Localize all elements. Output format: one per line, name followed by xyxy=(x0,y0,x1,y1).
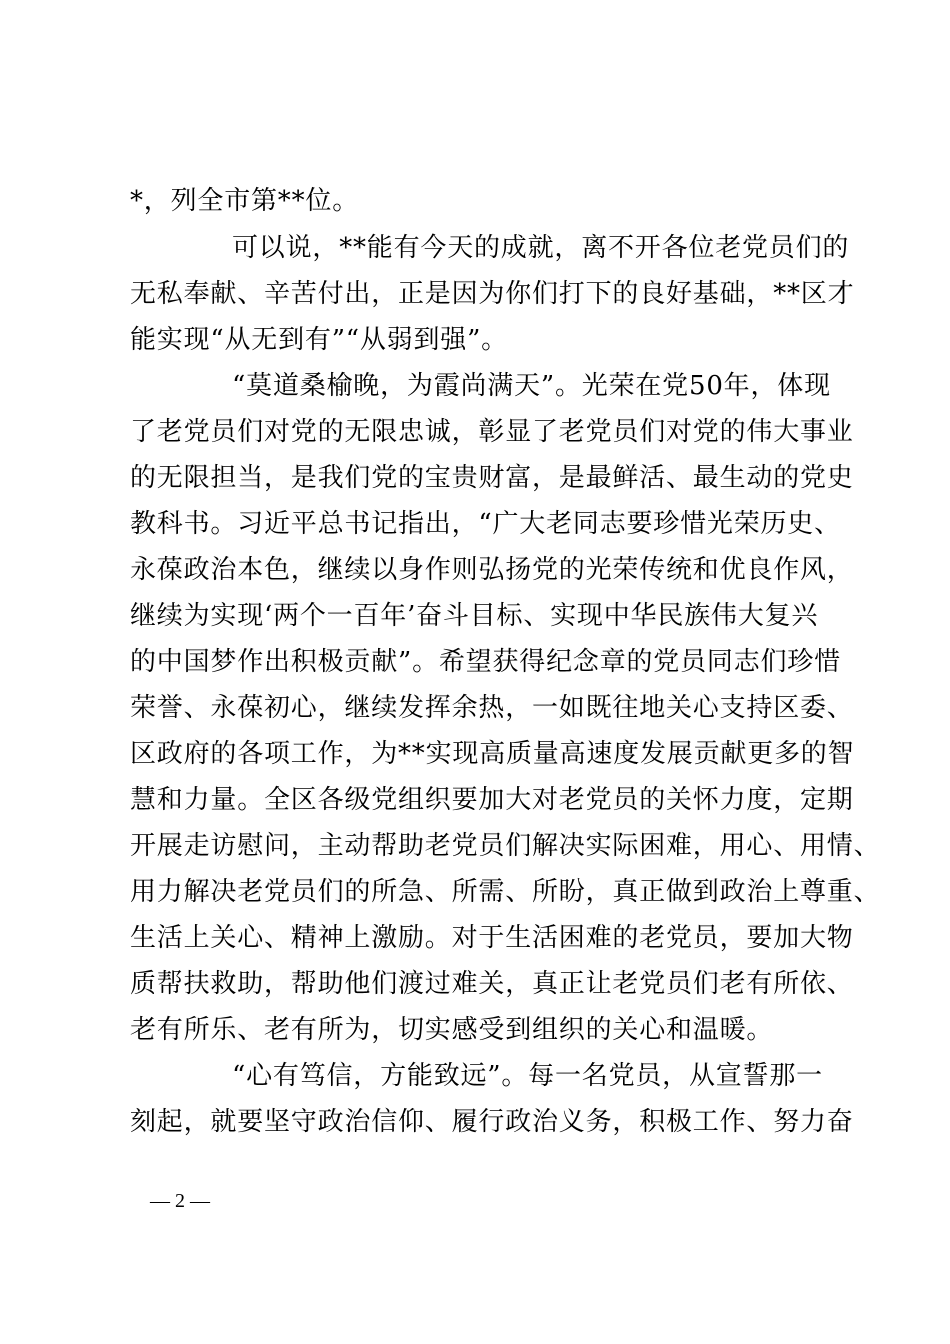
text-line: 老有所乐、老有所为，切实感受到组织的关心和温暖。 xyxy=(130,1015,774,1045)
text-line: 继续为实现‘两个一百年’奋斗目标、实现中华民族伟大复兴 xyxy=(130,601,819,631)
text-line: 的中国梦作出积极贡献”。希望获得纪念章的党员同志们珍惜 xyxy=(130,647,841,677)
paragraph-start-line: “心有笃信，方能致远”。每一名党员，从宣誓那一 xyxy=(232,1061,823,1091)
text-line: 质帮扶救助，帮助他们渡过难关，真正让老党员们老有所依、 xyxy=(130,969,854,999)
text-line: 刻起，就要坚守政治信仰、履行政治义务，积极工作、努力奋 xyxy=(130,1107,854,1137)
text-line: 用力解决老党员们的所急、所需、所盼，真正做到政治上尊重、 xyxy=(130,877,881,907)
text-line: 慧和力量。全区各级党组织要加大对老党员的关怀力度，定期 xyxy=(130,785,854,815)
text-line: 开展走访慰问，主动帮助老党员们解决实际困难，用心、用情、 xyxy=(130,831,881,861)
text-line: 荣誉、永葆初心，继续发挥余热，一如既往地关心支持区委、 xyxy=(130,693,854,723)
text-line: 的无限担当，是我们党的宝贵财富，是最鲜活、最生动的党史 xyxy=(130,463,854,493)
text-line: 永葆政治本色，继续以身作则弘扬党的光荣传统和优良作风， xyxy=(130,555,854,585)
paragraph-start-line: 可以说，**能有今天的成就，离不开各位老党员们的 xyxy=(232,233,850,263)
text-line: 区政府的各项工作，为**实现高质量高速度发展贡献更多的智 xyxy=(130,739,855,769)
text-line: *，列全市第**位。 xyxy=(130,186,360,216)
paragraph-start-line: “莫道桑榆晚，为霞尚满天”。光荣在党50年，体现 xyxy=(232,371,831,401)
text-line: 能实现“从无到有”“从弱到强”。 xyxy=(130,325,508,355)
text-line: 生活上关心、精神上激励。对于生活困难的老党员，要加大物 xyxy=(130,923,854,953)
text-line: 了老党员们对党的无限忠诚，彰显了老党员们对党的伟大事业 xyxy=(130,417,854,447)
text-line: 教科书。习近平总书记指出，“广大老同志要珍惜光荣历史、 xyxy=(130,509,841,539)
text-line: 无私奉献、辛苦付出，正是因为你们打下的良好基础，**区才 xyxy=(130,279,855,309)
page-number: — 2 — xyxy=(150,1190,210,1212)
